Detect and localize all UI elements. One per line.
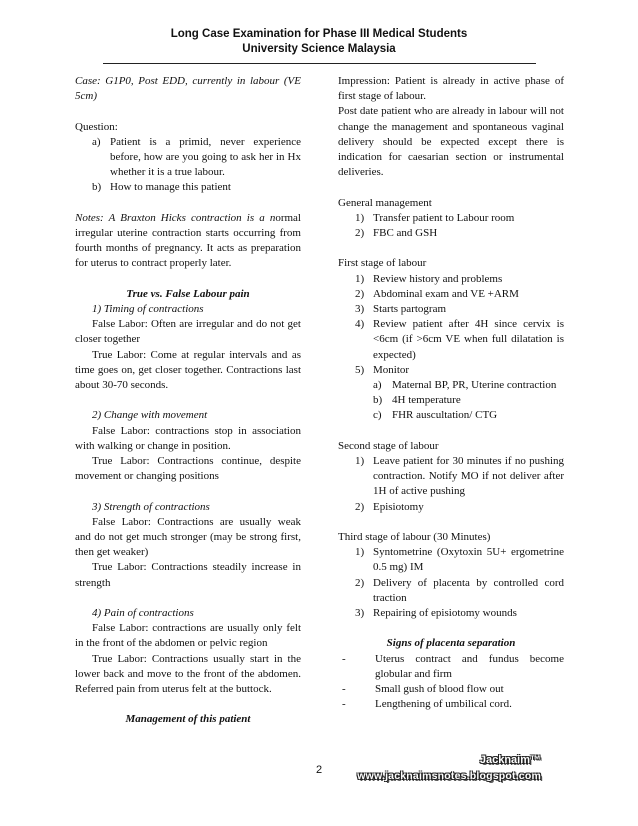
signs-heading: Signs of placenta separation <box>386 637 516 650</box>
true-labor-text: True Labor: Contractions steadily increase in strength <box>75 561 301 589</box>
list-text: Transfer patient to Labour room <box>373 211 515 224</box>
list-text: 4H temperature <box>392 394 461 407</box>
notes-paragraph <box>75 211 301 272</box>
list-text: Review patient after 4H since cervix is <6cm (if >6cm VE when full dilatation is expected) <box>373 318 564 361</box>
list-marker: 3) <box>355 607 365 620</box>
false-labor-text: False Labor: Often are irregular and do not get closer together <box>75 318 301 346</box>
header-divider <box>103 63 536 64</box>
list-item <box>338 287 564 302</box>
notes-italic: Notes: A Braxton Hicks contraction is a n <box>75 211 276 224</box>
list-marker: a) <box>92 135 101 148</box>
list-marker: 1) <box>355 455 365 468</box>
false-labor-text: False Labor: contractions stop in association with walking or change in position. <box>75 424 301 452</box>
general-management-heading: General management <box>338 196 432 209</box>
document-header <box>0 27 638 57</box>
list-text: Repairing of episiotomy wounds <box>373 607 517 620</box>
list-item <box>338 226 564 241</box>
list-item <box>338 697 564 712</box>
true-labor-text: True Labor: Contractions continue, despite movement or changing positions <box>75 455 301 483</box>
list-item <box>338 576 564 606</box>
list-item <box>338 363 564 378</box>
list-marker: 2) <box>355 287 365 300</box>
list-text: Abdominal exam and VE +ARM <box>373 287 519 300</box>
list-marker: 1) <box>355 211 365 224</box>
list-item <box>75 180 301 195</box>
post-date-paragraph: Post date patient who are already in labour will not change the management and spontaneous vaginal delivery should be expected except there is indication for caesarian section or instrumental deliveries. <box>338 105 564 179</box>
sub-list-item <box>338 378 564 393</box>
first-stage-heading: First stage of labour <box>338 257 427 270</box>
list-marker: - <box>342 683 346 696</box>
list-item <box>338 272 564 287</box>
third-stage-heading: Third stage of labour (30 Minutes) <box>338 531 491 544</box>
right-column <box>338 74 564 712</box>
list-marker: 1) <box>355 272 365 285</box>
sub-list-item <box>338 393 564 408</box>
list-item <box>338 317 564 363</box>
question-heading: Question: <box>75 120 118 133</box>
list-item <box>338 606 564 621</box>
section-heading-management: Management of this patient <box>125 713 251 726</box>
list-text: Syntometrine (Oxytoxin 5U+ ergometrine 0.5 mg) IM <box>373 546 564 574</box>
list-text: Starts partogram <box>373 303 447 316</box>
list-marker: 5) <box>355 363 365 376</box>
list-text: Episiotomy <box>373 500 424 513</box>
brand-url: www.jacknaimsnotes.blogspot.com <box>357 770 541 782</box>
list-item <box>338 302 564 317</box>
sub-list-item <box>338 408 564 423</box>
list-marker: b) <box>373 394 383 407</box>
list-marker: 4) <box>355 318 365 331</box>
brand-name: Jacknaim™ <box>479 754 541 766</box>
list-marker: b) <box>92 181 102 194</box>
criterion-title: 4) Pain of contractions <box>92 607 194 620</box>
list-item <box>338 211 564 226</box>
list-marker: - <box>342 652 346 665</box>
true-labor-text: True Labor: Contractions usually start in the lower back and move to the front of the abdomen. Referred pain from uterus felt at the buttock. <box>75 652 301 696</box>
list-marker: 2) <box>355 576 365 589</box>
list-marker: 2) <box>355 227 365 240</box>
criterion-title: 3) Strength of contractions <box>92 500 210 513</box>
list-marker: c) <box>373 409 382 422</box>
list-text: Maternal BP, PR, Uterine contraction <box>392 379 557 392</box>
list-text: Lengthening of umbilical cord. <box>375 698 512 711</box>
left-column <box>75 74 301 728</box>
list-text: Uterus contract and fundus become globular and firm <box>375 652 564 680</box>
header-title: Long Case Examination for Phase III Medical Students <box>170 28 468 40</box>
list-marker: - <box>342 698 346 711</box>
list-marker: 3) <box>355 303 365 316</box>
list-text: Small gush of blood flow out <box>375 683 504 696</box>
list-text: FBC and GSH <box>373 227 438 240</box>
list-item <box>338 500 564 515</box>
section-heading-true-false: True vs. False Labour pain <box>126 287 250 300</box>
list-item <box>338 545 564 575</box>
true-labor-text: True Labor: Come at regular intervals and as time goes on, get closer together. Contractions last about 30-70 seconds. <box>75 348 301 392</box>
list-text: Patient is a primid, never experience before, how are you going to ask her in Hx whether it is a true labour. <box>110 135 301 179</box>
header-subtitle: University Science Malaysia <box>242 43 396 55</box>
notes-rest: ormal irregular uterine contraction starts occurring from fourth months of pregnancy. It acts as preparation for uterus to contract properly later. <box>75 211 301 270</box>
list-marker: a) <box>373 379 382 392</box>
list-text: Monitor <box>373 363 410 376</box>
impression-paragraph: Impression: Patient is already in active phase of first stage of labour. <box>338 75 564 103</box>
list-item <box>338 454 564 500</box>
list-marker: 2) <box>355 500 365 513</box>
list-item <box>338 682 564 697</box>
page-number: 2 <box>315 764 323 776</box>
list-marker: 1) <box>355 546 365 559</box>
list-text: FHR auscultation/ CTG <box>392 409 498 422</box>
criterion-title: 2) Change with movement <box>92 409 208 422</box>
list-item <box>75 135 301 181</box>
list-text: Delivery of placenta by controlled cord traction <box>373 576 564 604</box>
footer-brand <box>357 752 541 784</box>
list-text: How to manage this patient <box>110 181 231 194</box>
criterion-title: 1) Timing of contractions <box>92 303 204 315</box>
list-text: Leave patient for 30 minutes if no pushing contraction. Notify MO if not deliver after 1H of active pushing <box>373 455 564 498</box>
false-labor-text: False Labor: contractions are usually only felt in the front of the abdomen or pelvic region <box>75 622 301 650</box>
false-labor-text: False Labor: Contractions are usually weak and do not get much stronger (may be strong first, then get weaker) <box>75 515 301 559</box>
second-stage-heading: Second stage of labour <box>338 439 439 452</box>
case-line: Case: G1P0, Post EDD, currently in labour (VE 5cm) <box>75 75 301 103</box>
list-item <box>338 652 564 682</box>
list-text: Review history and problems <box>373 272 503 285</box>
